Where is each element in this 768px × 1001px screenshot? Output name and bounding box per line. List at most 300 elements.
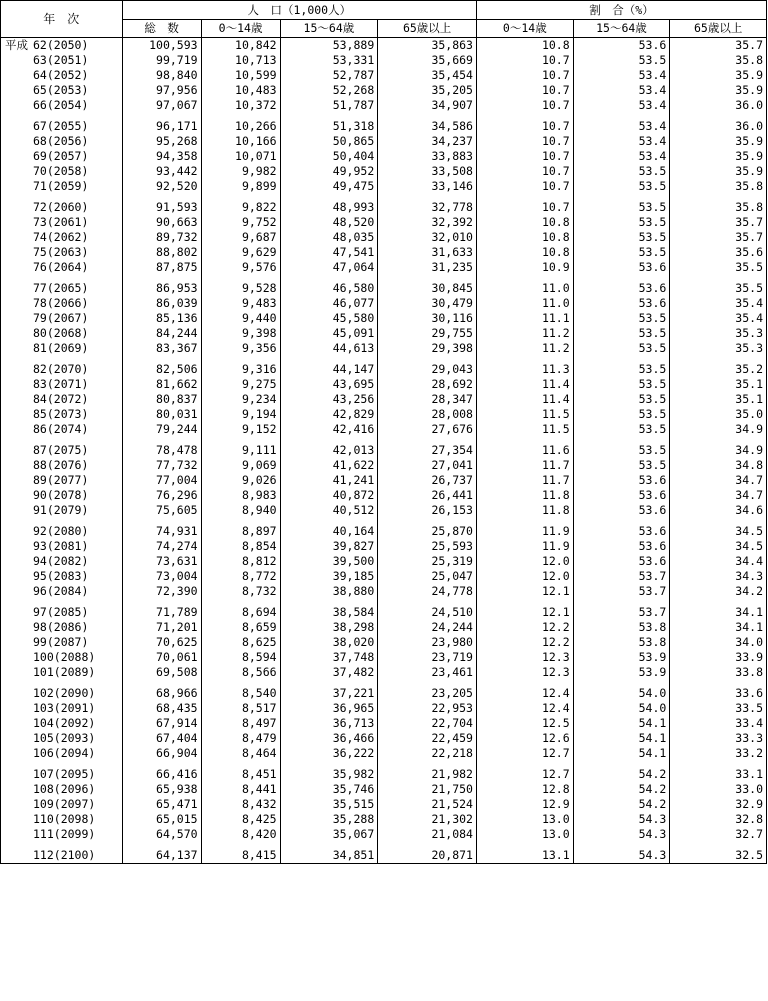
era-year: 73 <box>33 215 47 229</box>
age-15-64-cell: 50,404 <box>280 149 378 164</box>
table-row <box>1 599 767 620</box>
total-cell: 77,732 <box>122 458 201 473</box>
era-year: 111 <box>33 827 54 841</box>
year-cell <box>1 437 123 458</box>
age-15-64-cell: 42,829 <box>280 407 378 422</box>
age-15-64-cell: 49,475 <box>280 179 378 194</box>
age-0-14-cell: 10,166 <box>201 134 280 149</box>
era-year: 86 <box>33 422 47 436</box>
total-cell: 95,268 <box>122 134 201 149</box>
western-year: (2061) <box>46 215 89 229</box>
total-cell: 82,506 <box>122 356 201 377</box>
era-year: 87 <box>33 443 47 457</box>
total-cell: 98,840 <box>122 68 201 83</box>
age-65-plus-cell: 25,593 <box>378 539 477 554</box>
table-row <box>1 149 767 164</box>
table-row <box>1 650 767 665</box>
ratio-15-64-cell: 53.5 <box>573 341 670 356</box>
ratio-15-64-cell: 53.5 <box>573 53 670 68</box>
year-cell <box>1 797 123 812</box>
age-15-64-cell: 42,416 <box>280 422 378 437</box>
ratio-15-64-cell: 53.5 <box>573 407 670 422</box>
age-65-plus-cell: 35,454 <box>378 68 477 83</box>
western-year: (2075) <box>46 443 89 457</box>
ratio-65-plus-cell: 35.3 <box>670 326 767 341</box>
total-cell: 70,061 <box>122 650 201 665</box>
table-row <box>1 731 767 746</box>
year-cell <box>1 377 123 392</box>
ratio-65-plus-cell: 35.1 <box>670 377 767 392</box>
age-15-64-cell: 39,500 <box>280 554 378 569</box>
ratio-15-64-cell: 54.2 <box>573 782 670 797</box>
age-15-64-cell: 47,064 <box>280 260 378 275</box>
age-15-64-cell: 43,695 <box>280 377 378 392</box>
total-cell: 84,244 <box>122 326 201 341</box>
ratio-0-14-cell: 11.5 <box>476 422 573 437</box>
age-15-64-cell: 46,077 <box>280 296 378 311</box>
ratio-15-64-header: 15～64歳 <box>573 20 670 38</box>
age-0-14-cell: 9,026 <box>201 473 280 488</box>
age-15-64-cell: 48,035 <box>280 230 378 245</box>
ratio-65-plus-cell: 35.7 <box>670 38 767 54</box>
year-cell <box>1 458 123 473</box>
year-cell <box>1 113 123 134</box>
table-row <box>1 275 767 296</box>
ratio-65-plus-cell: 35.7 <box>670 215 767 230</box>
ratio-0-14-cell: 11.0 <box>476 275 573 296</box>
table-row <box>1 782 767 797</box>
age-15-64-cell: 37,482 <box>280 665 378 680</box>
year-cell <box>1 215 123 230</box>
western-year: (2087) <box>46 635 89 649</box>
table-row <box>1 584 767 599</box>
era-year: 93 <box>33 539 47 553</box>
total-cell: 71,201 <box>122 620 201 635</box>
western-year: (2074) <box>46 422 89 436</box>
ratio-0-14-cell: 13.1 <box>476 842 573 864</box>
age-0-14-cell: 9,629 <box>201 245 280 260</box>
ratio-15-64-cell: 53.6 <box>573 503 670 518</box>
ratio-65-plus-cell: 36.0 <box>670 98 767 113</box>
era-year: 69 <box>33 149 47 163</box>
age-65-plus-cell: 29,043 <box>378 356 477 377</box>
year-cell <box>1 194 123 215</box>
year-cell <box>1 275 123 296</box>
ratio-65-plus-cell: 34.5 <box>670 539 767 554</box>
table-row <box>1 53 767 68</box>
table-row <box>1 311 767 326</box>
ratio-15-64-cell: 53.4 <box>573 83 670 98</box>
age-0-14-cell: 9,687 <box>201 230 280 245</box>
population-group-header: 人 口（1,000人） <box>122 1 476 20</box>
age-15-64-cell: 35,288 <box>280 812 378 827</box>
age-65-plus-cell: 22,704 <box>378 716 477 731</box>
year-cell <box>1 488 123 503</box>
ratio-65-plus-cell: 35.4 <box>670 311 767 326</box>
age-0-14-cell: 9,111 <box>201 437 280 458</box>
age-65-plus-cell: 31,235 <box>378 260 477 275</box>
western-year: (2053) <box>46 83 89 97</box>
total-cell: 83,367 <box>122 341 201 356</box>
age-0-14-cell: 8,732 <box>201 584 280 599</box>
age-15-64-cell: 34,851 <box>280 842 378 864</box>
age-65-plus-cell: 32,778 <box>378 194 477 215</box>
ratio-15-64-cell: 53.7 <box>573 584 670 599</box>
total-cell: 87,875 <box>122 260 201 275</box>
ratio-65-plus-cell: 32.7 <box>670 827 767 842</box>
total-cell: 93,442 <box>122 164 201 179</box>
era-year: 79 <box>33 311 47 325</box>
year-cell <box>1 230 123 245</box>
table-row <box>1 392 767 407</box>
year-cell <box>1 68 123 83</box>
ratio-0-14-cell: 11.1 <box>476 311 573 326</box>
ratio-0-14-cell: 11.4 <box>476 377 573 392</box>
ratio-0-14-cell: 11.5 <box>476 407 573 422</box>
age-0-14-cell: 8,517 <box>201 701 280 716</box>
table-row <box>1 377 767 392</box>
year-cell <box>1 716 123 731</box>
western-year: (2089) <box>53 665 96 679</box>
western-year: (2060) <box>46 200 89 214</box>
ratio-0-14-cell: 10.7 <box>476 134 573 149</box>
era-year: 91 <box>33 503 47 517</box>
ratio-0-14-cell: 11.0 <box>476 296 573 311</box>
western-year: (2051) <box>46 53 89 67</box>
table-row <box>1 842 767 864</box>
age-65-plus-cell: 27,041 <box>378 458 477 473</box>
ratio-0-14-cell: 12.1 <box>476 584 573 599</box>
western-year: (2062) <box>46 230 89 244</box>
age-65-plus-cell: 25,870 <box>378 518 477 539</box>
age-65-plus-cell: 21,524 <box>378 797 477 812</box>
total-cell: 73,631 <box>122 554 201 569</box>
ratio-65-plus-cell: 33.6 <box>670 680 767 701</box>
table-row <box>1 620 767 635</box>
western-year: (2067) <box>46 311 89 325</box>
ratio-65-plus-cell: 35.5 <box>670 260 767 275</box>
age-65-plus-cell: 30,479 <box>378 296 477 311</box>
total-cell: 75,605 <box>122 503 201 518</box>
western-year: (2064) <box>46 260 89 274</box>
age-15-64-cell: 36,222 <box>280 746 378 761</box>
ratio-0-14-cell: 12.4 <box>476 680 573 701</box>
ratio-15-64-cell: 53.5 <box>573 194 670 215</box>
age-0-14-cell: 10,266 <box>201 113 280 134</box>
ratio-65-plus-cell: 32.5 <box>670 842 767 864</box>
ratio-15-64-cell: 53.4 <box>573 149 670 164</box>
age-0-14-cell: 8,420 <box>201 827 280 842</box>
table-row <box>1 539 767 554</box>
age-65-plus-cell: 25,319 <box>378 554 477 569</box>
total-cell: 71,789 <box>122 599 201 620</box>
year-cell <box>1 149 123 164</box>
year-cell <box>1 782 123 797</box>
ratio-15-64-cell: 53.6 <box>573 473 670 488</box>
total-cell: 77,004 <box>122 473 201 488</box>
ratio-15-64-cell: 54.0 <box>573 701 670 716</box>
age-0-14-cell: 10,599 <box>201 68 280 83</box>
western-year: (2100) <box>53 848 96 862</box>
era-label: 平成 <box>5 38 28 52</box>
age-0-14-cell: 9,316 <box>201 356 280 377</box>
age-15-64-cell: 49,952 <box>280 164 378 179</box>
age-0-14-cell: 9,483 <box>201 296 280 311</box>
age-15-64-cell: 38,880 <box>280 584 378 599</box>
total-cell: 91,593 <box>122 194 201 215</box>
ratio-65-plus-cell: 36.0 <box>670 113 767 134</box>
western-year: (2078) <box>46 488 89 502</box>
ratio-65-plus-cell: 34.1 <box>670 599 767 620</box>
era-year: 82 <box>33 362 47 376</box>
ratio-0-14-cell: 11.6 <box>476 437 573 458</box>
era-year: 80 <box>33 326 47 340</box>
age-0-14-cell: 8,940 <box>201 503 280 518</box>
western-year: (2081) <box>46 539 89 553</box>
era-year: 110 <box>33 812 54 826</box>
age-65-plus-header: 65歳以上 <box>378 20 477 38</box>
age-0-14-cell: 10,713 <box>201 53 280 68</box>
table-row <box>1 68 767 83</box>
table-row <box>1 518 767 539</box>
ratio-15-64-cell: 54.2 <box>573 761 670 782</box>
year-cell <box>1 311 123 326</box>
western-year: (2073) <box>46 407 89 421</box>
total-cell: 97,067 <box>122 98 201 113</box>
ratio-0-14-cell: 11.3 <box>476 356 573 377</box>
year-cell <box>1 827 123 842</box>
western-year: (2077) <box>46 473 89 487</box>
age-65-plus-cell: 30,116 <box>378 311 477 326</box>
year-cell <box>1 341 123 356</box>
ratio-15-64-cell: 53.6 <box>573 554 670 569</box>
year-cell <box>1 665 123 680</box>
table-row <box>1 635 767 650</box>
year-cell <box>1 53 123 68</box>
total-header: 総 数 <box>122 20 201 38</box>
era-year: 78 <box>33 296 47 310</box>
era-year: 85 <box>33 407 47 421</box>
total-cell: 74,274 <box>122 539 201 554</box>
ratio-65-plus-cell: 34.9 <box>670 422 767 437</box>
age-0-14-cell: 8,451 <box>201 761 280 782</box>
ratio-15-64-cell: 53.8 <box>573 620 670 635</box>
table-row <box>1 488 767 503</box>
total-cell: 80,837 <box>122 392 201 407</box>
age-65-plus-cell: 20,871 <box>378 842 477 864</box>
ratio-65-plus-cell: 35.8 <box>670 53 767 68</box>
ratio-0-14-cell: 12.6 <box>476 731 573 746</box>
western-year: (2056) <box>46 134 89 148</box>
era-year: 98 <box>33 620 47 634</box>
age-0-14-cell: 8,897 <box>201 518 280 539</box>
age-0-14-cell: 8,694 <box>201 599 280 620</box>
era-year: 72 <box>33 200 47 214</box>
year-header: 年 次 <box>1 1 123 38</box>
western-year: (2096) <box>53 782 96 796</box>
age-0-14-cell: 9,398 <box>201 326 280 341</box>
year-cell <box>1 260 123 275</box>
ratio-65-plus-cell: 33.5 <box>670 701 767 716</box>
age-15-64-cell: 50,865 <box>280 134 378 149</box>
age-15-64-cell: 46,580 <box>280 275 378 296</box>
age-65-plus-cell: 24,244 <box>378 620 477 635</box>
western-year: (2054) <box>46 98 89 112</box>
age-0-14-cell: 8,415 <box>201 842 280 864</box>
age-65-plus-cell: 29,755 <box>378 326 477 341</box>
table-row <box>1 554 767 569</box>
age-15-64-cell: 51,787 <box>280 98 378 113</box>
ratio-15-64-cell: 53.6 <box>573 539 670 554</box>
era-year: 77 <box>33 281 47 295</box>
table-row <box>1 326 767 341</box>
total-cell: 100,593 <box>122 38 201 54</box>
ratio-15-64-cell: 53.5 <box>573 230 670 245</box>
era-year: 112 <box>33 848 54 862</box>
era-year: 95 <box>33 569 47 583</box>
total-cell: 94,358 <box>122 149 201 164</box>
age-65-plus-cell: 23,461 <box>378 665 477 680</box>
table-row <box>1 407 767 422</box>
ratio-0-14-cell: 10.8 <box>476 215 573 230</box>
ratio-0-14-cell: 13.0 <box>476 812 573 827</box>
table-row <box>1 296 767 311</box>
ratio-15-64-cell: 53.7 <box>573 569 670 584</box>
western-year: (2072) <box>46 392 89 406</box>
ratio-15-64-cell: 53.5 <box>573 422 670 437</box>
total-cell: 97,956 <box>122 83 201 98</box>
table-row <box>1 245 767 260</box>
total-cell: 80,031 <box>122 407 201 422</box>
year-cell <box>1 701 123 716</box>
table-row <box>1 716 767 731</box>
age-65-plus-cell: 27,354 <box>378 437 477 458</box>
age-15-64-cell: 42,013 <box>280 437 378 458</box>
year-cell <box>1 650 123 665</box>
ratio-15-64-cell: 53.4 <box>573 98 670 113</box>
ratio-15-64-cell: 53.4 <box>573 113 670 134</box>
ratio-65-plus-cell: 34.7 <box>670 488 767 503</box>
ratio-15-64-cell: 54.0 <box>573 680 670 701</box>
ratio-65-plus-cell: 35.9 <box>670 164 767 179</box>
ratio-0-14-cell: 11.9 <box>476 518 573 539</box>
ratio-15-64-cell: 53.9 <box>573 665 670 680</box>
age-15-64-cell: 44,613 <box>280 341 378 356</box>
age-0-14-cell: 9,356 <box>201 341 280 356</box>
year-cell <box>1 98 123 113</box>
total-cell: 88,802 <box>122 245 201 260</box>
table-row <box>1 701 767 716</box>
year-cell <box>1 473 123 488</box>
western-year: (2088) <box>53 650 96 664</box>
western-year: (2086) <box>46 620 89 634</box>
table-row <box>1 665 767 680</box>
ratio-65-plus-cell: 34.5 <box>670 518 767 539</box>
age-65-plus-cell: 22,218 <box>378 746 477 761</box>
age-65-plus-cell: 33,883 <box>378 149 477 164</box>
age-65-plus-cell: 27,676 <box>378 422 477 437</box>
ratio-65-plus-cell: 35.9 <box>670 134 767 149</box>
era-year: 109 <box>33 797 54 811</box>
ratio-15-64-cell: 53.6 <box>573 260 670 275</box>
era-year: 90 <box>33 488 47 502</box>
ratio-15-64-cell: 53.6 <box>573 488 670 503</box>
ratio-15-64-cell: 53.5 <box>573 458 670 473</box>
age-15-64-cell: 52,268 <box>280 83 378 98</box>
age-65-plus-cell: 29,398 <box>378 341 477 356</box>
total-cell: 68,435 <box>122 701 201 716</box>
age-15-64-cell: 35,515 <box>280 797 378 812</box>
age-0-14-cell: 8,594 <box>201 650 280 665</box>
age-0-14-cell: 8,854 <box>201 539 280 554</box>
ratio-0-14-cell: 12.0 <box>476 554 573 569</box>
ratio-65-plus-cell: 35.6 <box>670 245 767 260</box>
era-year: 100 <box>33 650 54 664</box>
year-cell <box>1 761 123 782</box>
age-15-64-cell: 35,067 <box>280 827 378 842</box>
table-row <box>1 746 767 761</box>
ratio-15-64-cell: 53.5 <box>573 437 670 458</box>
age-0-14-cell: 9,069 <box>201 458 280 473</box>
age-65-plus-cell: 23,980 <box>378 635 477 650</box>
year-cell <box>1 746 123 761</box>
year-cell <box>1 296 123 311</box>
age-15-64-cell: 52,787 <box>280 68 378 83</box>
ratio-15-64-cell: 54.3 <box>573 842 670 864</box>
table-row <box>1 437 767 458</box>
year-cell <box>1 245 123 260</box>
total-cell: 78,478 <box>122 437 201 458</box>
year-cell <box>1 326 123 341</box>
ratio-15-64-cell: 53.5 <box>573 245 670 260</box>
western-year: (2070) <box>46 362 89 376</box>
table-row <box>1 827 767 842</box>
age-65-plus-cell: 33,146 <box>378 179 477 194</box>
total-cell: 74,931 <box>122 518 201 539</box>
age-0-14-cell: 9,440 <box>201 311 280 326</box>
year-cell <box>1 356 123 377</box>
age-65-plus-cell: 32,010 <box>378 230 477 245</box>
western-year: (2083) <box>46 569 89 583</box>
ratio-0-14-cell: 12.7 <box>476 761 573 782</box>
year-cell <box>1 407 123 422</box>
ratio-15-64-cell: 54.1 <box>573 746 670 761</box>
ratio-15-64-cell: 53.6 <box>573 296 670 311</box>
table-row <box>1 680 767 701</box>
era-year: 64 <box>33 68 47 82</box>
age-0-14-cell: 8,432 <box>201 797 280 812</box>
total-cell: 72,390 <box>122 584 201 599</box>
age-0-14-cell: 9,822 <box>201 194 280 215</box>
ratio-65-plus-cell: 35.8 <box>670 194 767 215</box>
era-year: 76 <box>33 260 47 274</box>
western-year: (2085) <box>46 605 89 619</box>
era-year: 92 <box>33 524 47 538</box>
year-cell <box>1 635 123 650</box>
year-cell <box>1 554 123 569</box>
table-row <box>1 458 767 473</box>
year-cell <box>1 620 123 635</box>
total-cell: 65,471 <box>122 797 201 812</box>
ratio-65-plus-cell: 34.3 <box>670 569 767 584</box>
ratio-0-14-cell: 10.7 <box>476 113 573 134</box>
table-row <box>1 797 767 812</box>
ratio-0-14-cell: 10.7 <box>476 164 573 179</box>
ratio-15-64-cell: 53.5 <box>573 326 670 341</box>
ratio-0-14-cell: 10.7 <box>476 53 573 68</box>
ratio-0-14-cell: 11.7 <box>476 473 573 488</box>
ratio-0-14-cell: 12.8 <box>476 782 573 797</box>
